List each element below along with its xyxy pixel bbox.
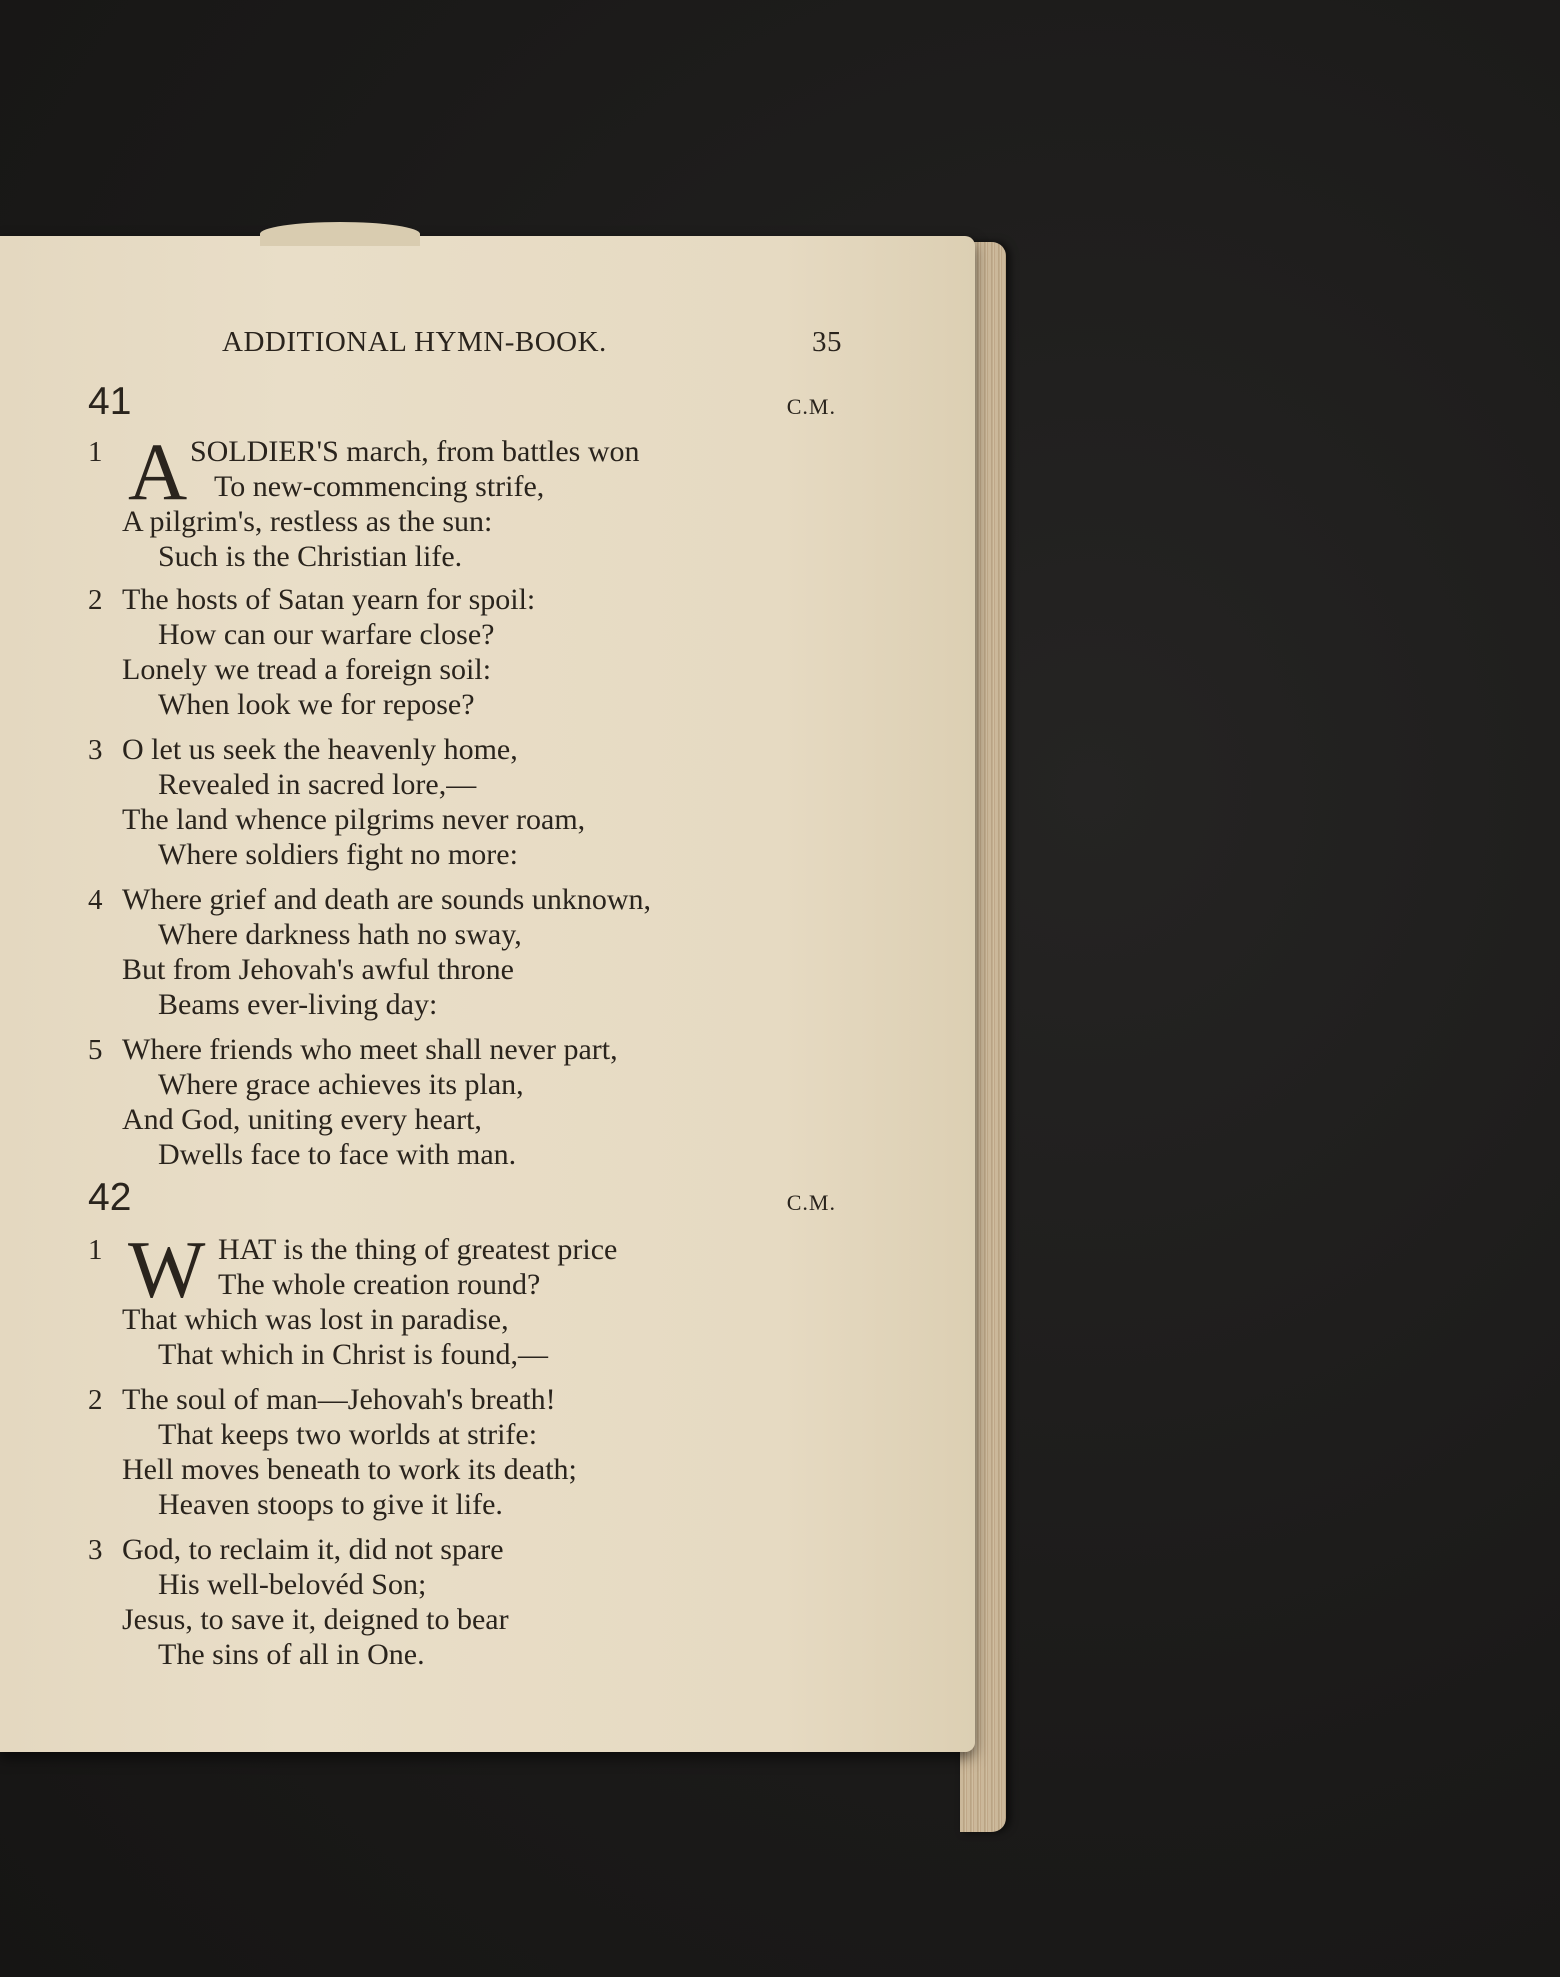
verse-number: 5 [88,1034,103,1066]
verse-line: When look we for repose? [158,688,475,721]
verse-number: 3 [88,734,103,766]
book-page [0,236,975,1752]
verse-line: That which was lost in paradise, [122,1303,509,1336]
verse-line: The hosts of Satan yearn for spoil: [122,583,536,616]
hymn-meter: C.M. [786,1190,836,1215]
verse-number: 1 [88,1234,103,1266]
verse-line: Where soldiers fight no more: [158,838,518,871]
verse-line: A pilgrim's, restless as the sun: [122,505,493,538]
verse-number: 1 [88,436,103,468]
verse-line: Hell moves beneath to work its death; [122,1453,577,1486]
verse-line: That keeps two worlds at strife: [158,1418,538,1451]
hymn-number: 41 [88,380,132,423]
verse-line: The whole creation round? [218,1268,541,1301]
verse-line: And God, uniting every heart, [122,1103,482,1136]
hymn-42-heading [88,1176,836,1228]
verse-line: Heaven stoops to give it life. [158,1488,503,1521]
running-title: ADDITIONAL HYMN-BOOK. [222,326,607,358]
verse-line: His well-belovéd Son; [158,1568,427,1601]
verse-line: To new-commencing strife, [214,470,545,503]
hymn-number: 42 [88,1176,132,1219]
verse-line: O let us seek the heavenly home, [122,733,518,766]
verse-line: Lonely we tread a foreign soil: [122,653,492,686]
verse-line: Revealed in sacred lore,— [158,768,477,801]
verse-number: 4 [88,884,103,916]
hymn-meter: C.M. [786,394,836,419]
verse-line: Where grace achieves its plan, [158,1068,524,1101]
verse-line: But from Jehovah's awful throne [122,953,514,986]
verse-number: 3 [88,1534,103,1566]
verse-line: Jesus, to save it, deigned to bear [122,1603,509,1636]
verse-line: Dwells face to face with man. [158,1138,517,1171]
verse-line: Where grief and death are sounds unknown, [122,883,651,916]
verse-number: 2 [88,1384,103,1416]
verse-line: God, to reclaim it, did not spare [122,1533,504,1566]
verse-line: The soul of man—Jehovah's breath! [122,1383,556,1416]
verse-line: The land whence pilgrims never roam, [122,803,586,836]
page-header [222,326,842,376]
verse-line: That which in Christ is found,— [158,1338,548,1371]
verse-number: 2 [88,584,103,616]
verse-line: The sins of all in One. [158,1638,425,1671]
verse-line: How can our warfare close? [158,618,495,651]
verse-line: HAT is the thing of greatest price [218,1233,618,1266]
page-number: 35 [812,326,842,358]
verse-line: Where darkness hath no sway, [158,918,522,951]
drop-cap: W [128,1224,206,1315]
hymn-41-heading [88,380,836,432]
drop-cap: A [128,426,188,517]
verse-line: SOLDIER'S march, from battles won [190,435,640,468]
verse-line: Beams ever-living day: [158,988,438,1021]
verse-line: Where friends who meet shall never part, [122,1033,618,1066]
verse-line: Such is the Christian life. [158,540,463,573]
